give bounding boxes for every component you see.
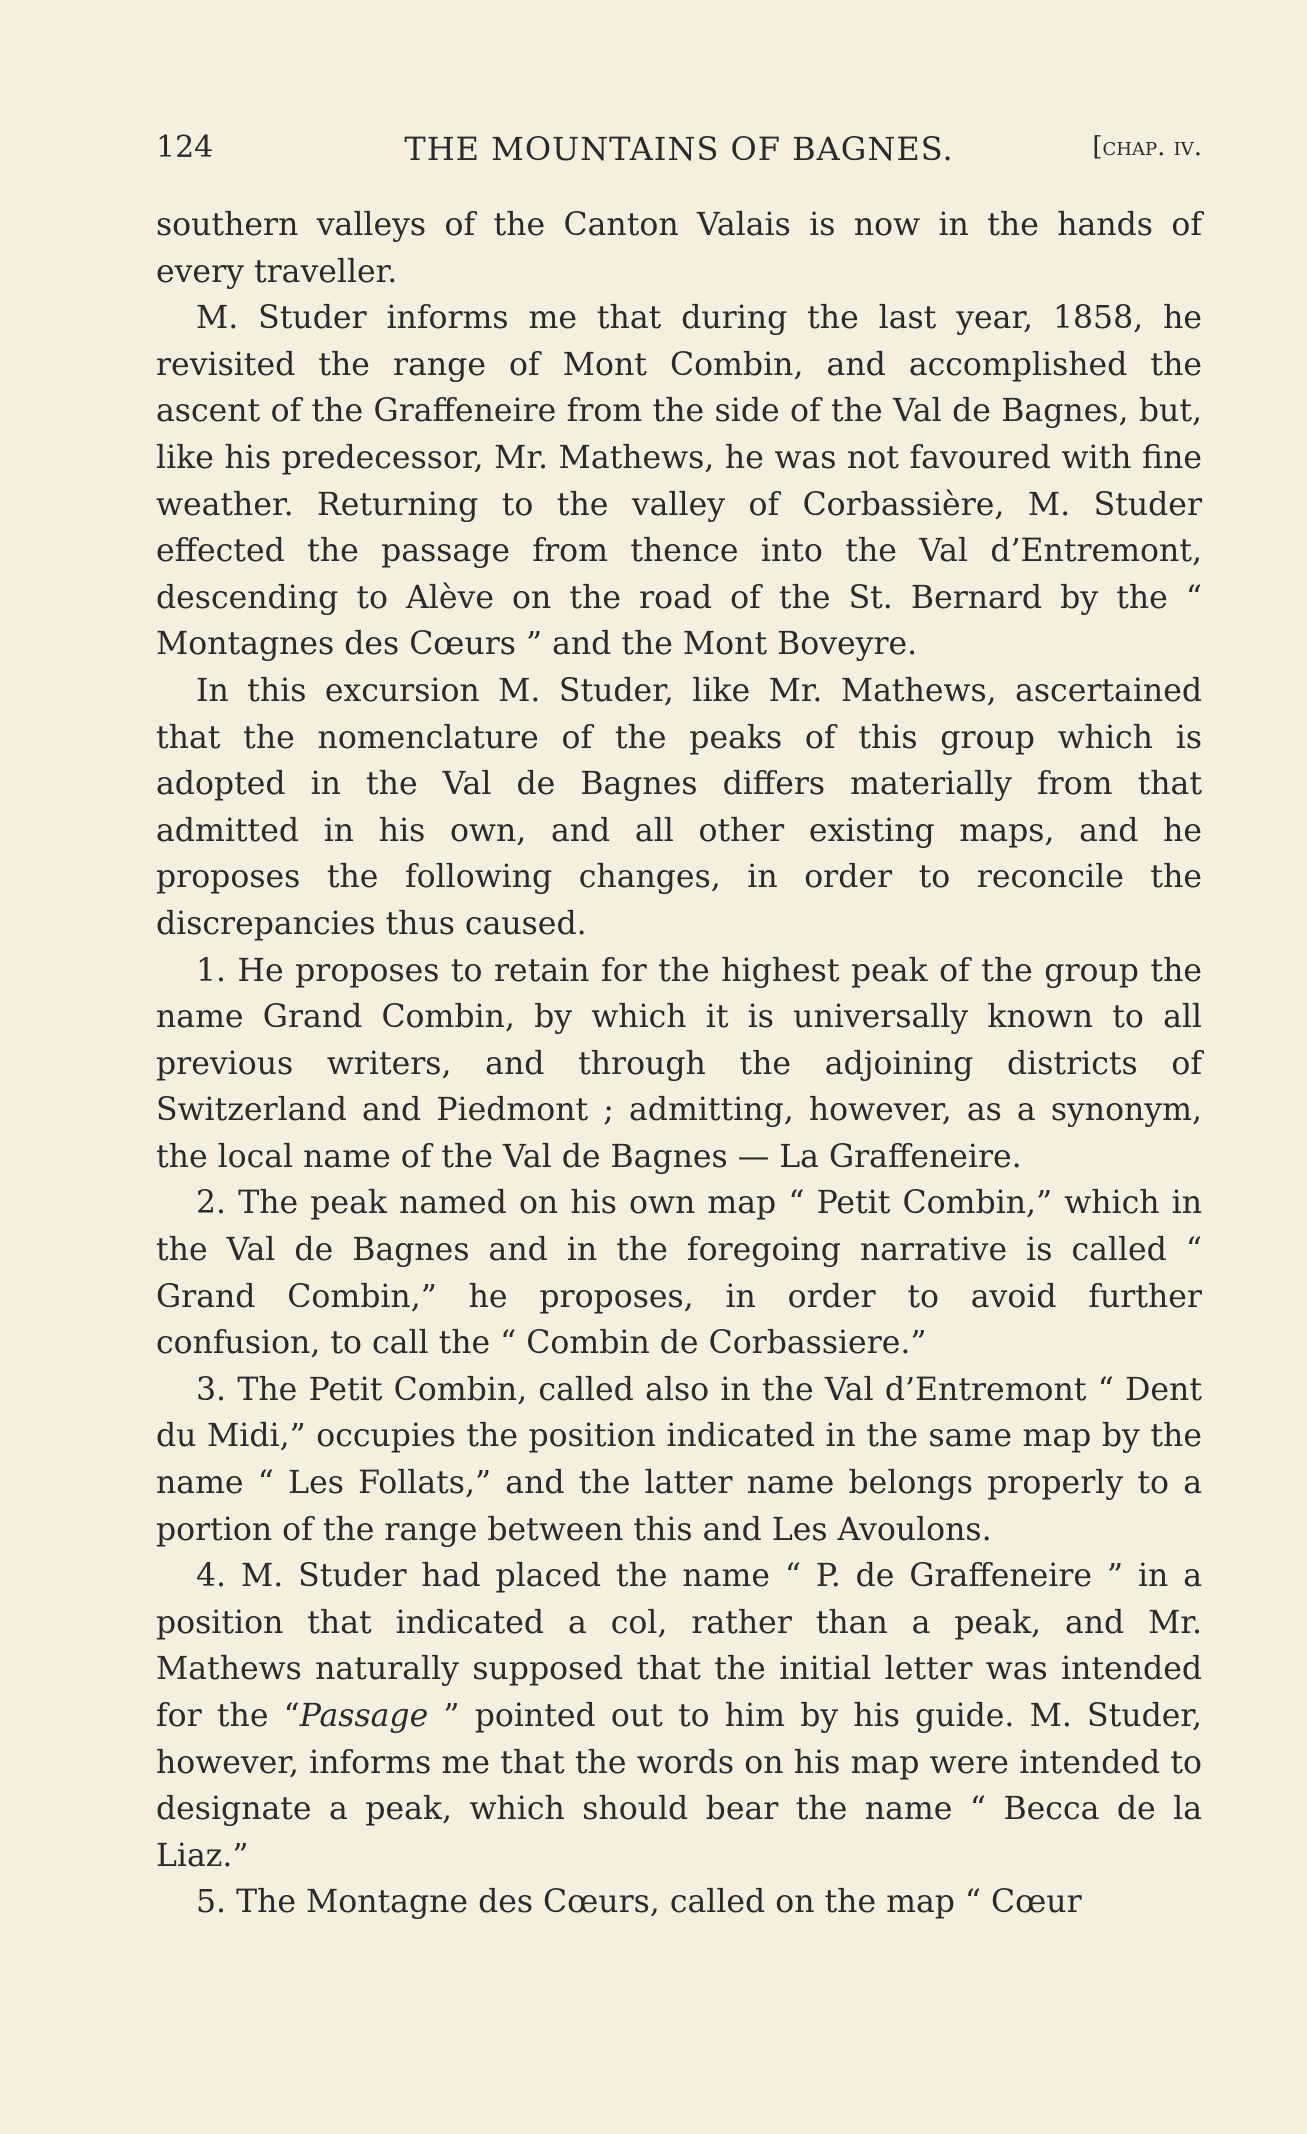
- chapter-label: [chap. iv.: [1092, 132, 1202, 162]
- page-header: [156, 130, 1202, 176]
- item-4-text-start: 4. M. Studer had placed the name “ P. de Graffeneire ” in a position that indicated a col, rather than a peak, and Mr. Mathews naturally supposed that the initial letter was intended for the “: [156, 1558, 1202, 1734]
- paragraph-item-4: [156, 1553, 1202, 1879]
- item-4-italic-passage: Passage: [299, 1698, 429, 1734]
- item-4-text-end: ” pointed out to him by his guide. M. Studer, however, informs me that the words on his map were intended to designate a peak, which should bear the name “ Becca de la Liaz.”: [156, 1698, 1202, 1874]
- paragraph-item-2: 2. The peak named on his own map “ Petit Combin,” which in the Val de Bagnes and in the foregoing narrative is called “ Grand Combin,” he proposes, in order to avoid further confusion, to call the “ Combin de Corbassiere.”: [156, 1185, 1202, 1362]
- body-text: [156, 202, 1202, 1926]
- running-title: THE MOUNTAINS OF BAGNES.: [404, 130, 954, 168]
- paragraph-nomenclature: In this excursion M. Studer, like Mr. Mathews, ascertained that the nomenclature of the peaks of this group which is adopted in the Val de Bagnes differs materially from that admitted in his own, and all other existing maps, and he proposes the following changes, in order to reconcile the discrepancies thus caused.: [156, 672, 1202, 942]
- page-number: 124: [156, 130, 214, 165]
- paragraph-item-5: 5. The Montagne des Cœurs, called on the map “ Cœur: [196, 1884, 1082, 1921]
- paragraph-item-1: 1. He proposes to retain for the highest peak of the group the name Grand Combin, by which it is universally known to all previous writers, and through the adjoining districts of Switzerland and Piedmont ; admitting, however, as a synonym, the local name of the Val de Bagnes — La Graffeneire.: [156, 952, 1202, 1175]
- paragraph-item-3: 3. The Petit Combin, called also in the Val d’Entremont “ Dent du Midi,” occupies the position indicated in the same map by the name “ Les Follats,” and the latter name belongs properly to a portion of the range between this and Les Avoulons.: [156, 1371, 1202, 1548]
- paragraph-studer-ascent: M. Studer informs me that during the last year, 1858, he revisited the range of Mont Combin, and accomplished the ascent of the Graffeneire from the side of the Val de Bagnes, but, like his predecessor, Mr. Mathews, he was not favoured with fine weather. Returning to the valley of Corbassière, M. Studer effected the passage from thence into the Val d’Entremont, descending to Alève on the road of the St. Bernard by the “ Montagnes des Cœurs ” and the Mont Boveyre.: [156, 300, 1202, 663]
- paragraph-continuation: southern valleys of the Canton Valais is now in the hands of every traveller.: [156, 207, 1202, 290]
